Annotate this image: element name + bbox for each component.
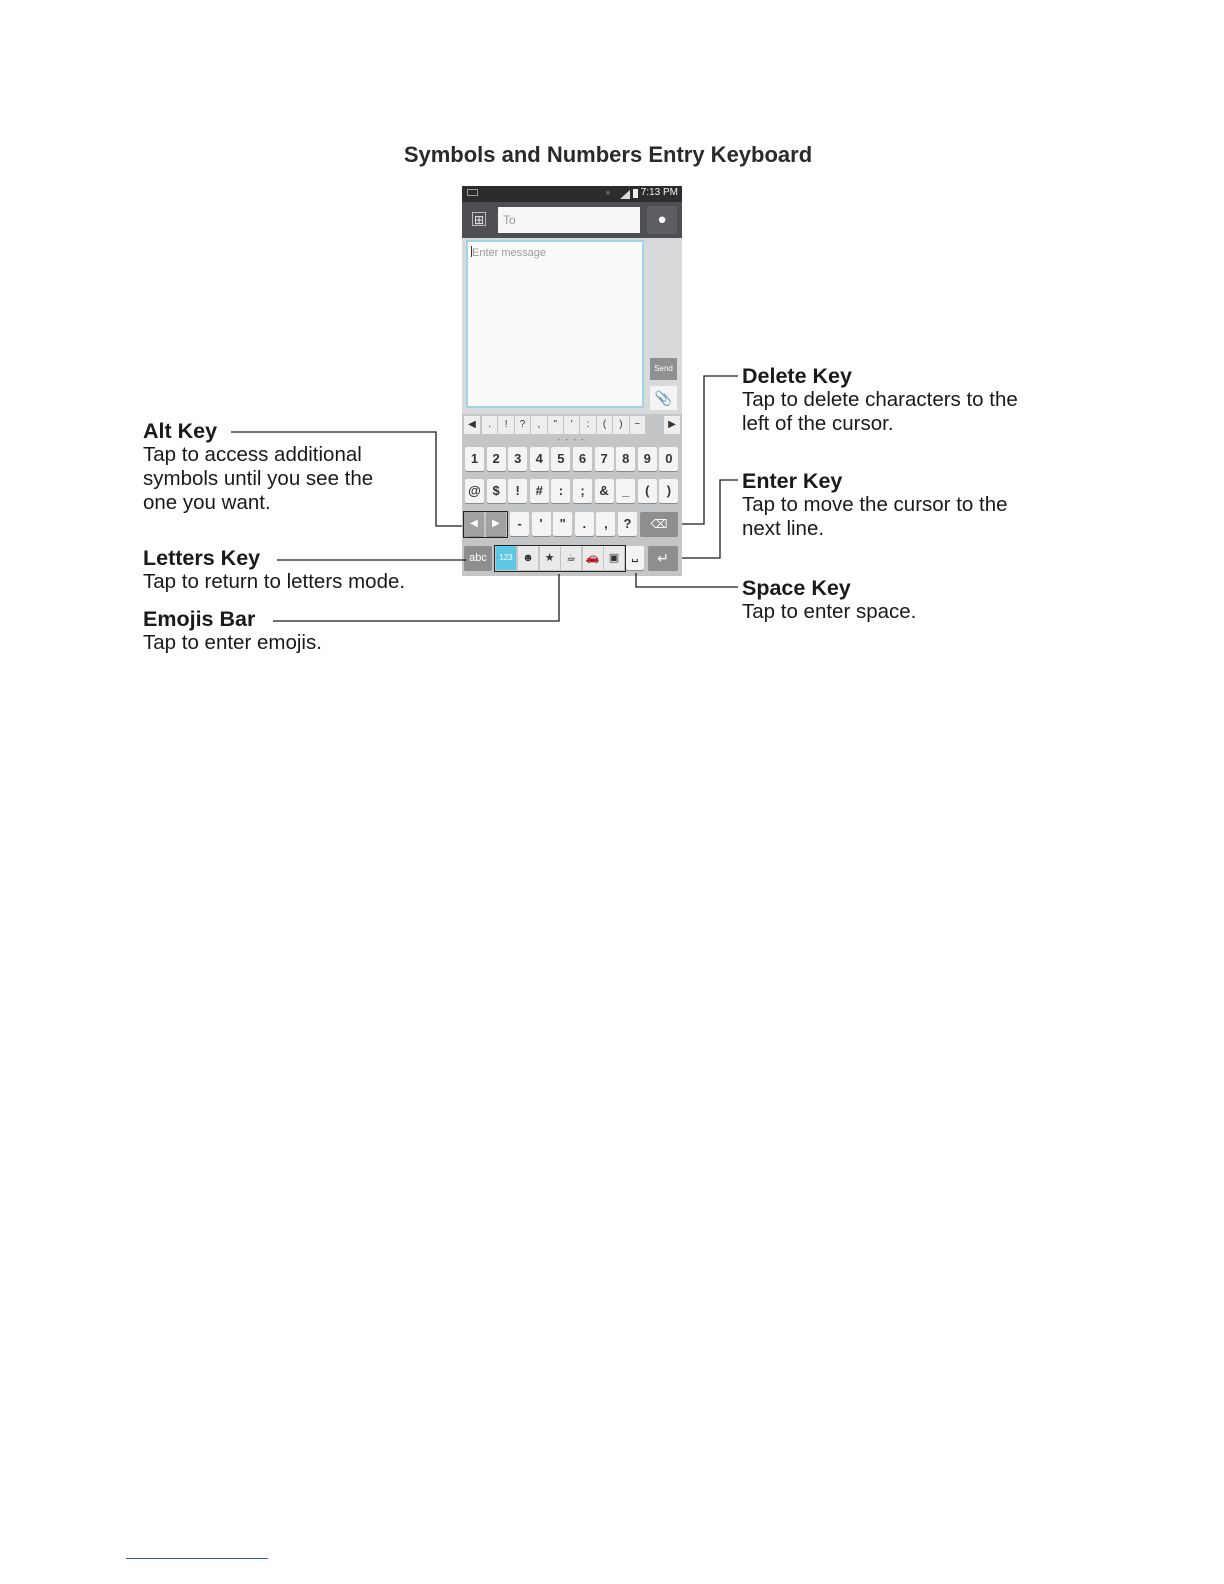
- space-key-desc-line: Tap to enter space.: [742, 600, 917, 623]
- star-icon[interactable]: ★: [540, 546, 560, 570]
- enter-key-callout: [742, 469, 1008, 541]
- symbol-key[interactable]: ~: [630, 416, 645, 434]
- key[interactable]: _: [616, 479, 635, 503]
- car-icon[interactable]: 🚗: [583, 546, 603, 570]
- emojis-bar-callout: [143, 607, 322, 655]
- footnote-rule: [126, 1558, 268, 1559]
- emoji-123-tab[interactable]: 123: [496, 546, 516, 570]
- key[interactable]: &: [595, 479, 614, 503]
- key[interactable]: !: [508, 479, 527, 503]
- symbol-scroll-right-icon[interactable]: ▶: [664, 416, 680, 434]
- delete-key-title: Delete Key: [742, 364, 852, 388]
- status-time: 7:13 PM: [640, 187, 678, 198]
- key[interactable]: -: [510, 512, 529, 536]
- key[interactable]: 5: [551, 447, 570, 471]
- key[interactable]: @: [465, 479, 484, 503]
- enter-key-desc-line: Tap to move the cursor to the: [742, 493, 1008, 516]
- key[interactable]: ?: [618, 512, 637, 536]
- emojis-bar-desc-line: Tap to enter emojis.: [143, 631, 322, 654]
- key[interactable]: ): [659, 479, 678, 503]
- alt-key-title: Alt Key: [143, 419, 218, 443]
- key[interactable]: .: [575, 512, 594, 536]
- space-key-callout: [742, 576, 916, 624]
- key[interactable]: 3: [508, 447, 527, 471]
- space-key-title: Space Key: [742, 576, 851, 600]
- symbol-icon[interactable]: ▣: [604, 546, 624, 570]
- symbol-key[interactable]: .: [482, 416, 497, 434]
- message-placeholder: Enter message: [472, 247, 546, 259]
- enter-key-leader: [682, 480, 738, 558]
- alt-left-key[interactable]: ◀: [464, 512, 484, 536]
- key[interactable]: ": [553, 512, 572, 536]
- paperclip-icon[interactable]: 📎: [650, 386, 677, 410]
- alt-right-key[interactable]: ▶: [486, 512, 506, 536]
- symbol-key[interactable]: ": [548, 416, 563, 434]
- figure-title: Symbols and Numbers Entry Keyboard: [403, 142, 813, 167]
- key[interactable]: 0: [659, 447, 678, 471]
- key[interactable]: 7: [595, 447, 614, 471]
- symbol-key[interactable]: ?: [515, 416, 530, 434]
- page-dots: • • • •: [558, 438, 586, 444]
- symbol-key[interactable]: :: [580, 416, 595, 434]
- contact-icon[interactable]: ●: [647, 206, 677, 234]
- delete-key-desc-line: Tap to delete characters to the: [742, 388, 1018, 411]
- key[interactable]: 2: [487, 447, 506, 471]
- symbol-key[interactable]: ): [613, 416, 628, 434]
- nfc-icon: »: [605, 188, 610, 197]
- symbol-key[interactable]: !: [498, 416, 513, 434]
- key[interactable]: #: [530, 479, 549, 503]
- key[interactable]: :: [551, 479, 570, 503]
- key[interactable]: 6: [573, 447, 592, 471]
- emojis-bar-title: Emojis Bar: [143, 607, 256, 631]
- key[interactable]: 8: [616, 447, 635, 471]
- symbol-key[interactable]: ': [564, 416, 579, 434]
- delete-key-callout: [742, 364, 1018, 436]
- key[interactable]: 1: [465, 447, 484, 471]
- alt-key-callout: [143, 419, 373, 515]
- send-button[interactable]: Send: [650, 358, 677, 380]
- alt-key-desc-line: symbols until you see the: [143, 467, 374, 490]
- abc-key[interactable]: abc: [464, 546, 492, 570]
- letters-key-callout: [143, 546, 405, 594]
- key[interactable]: ;: [573, 479, 592, 503]
- key[interactable]: 4: [530, 447, 549, 471]
- letters-key-title: Letters Key: [143, 546, 261, 570]
- enter-key-desc-line: next line.: [742, 517, 825, 540]
- smiley-icon[interactable]: ☻: [518, 546, 538, 570]
- key[interactable]: $: [487, 479, 506, 503]
- delete-key-desc-line: left of the cursor.: [742, 412, 894, 435]
- key[interactable]: ,: [596, 512, 615, 536]
- enter-key-title: Enter Key: [742, 469, 843, 493]
- cup-icon[interactable]: ☕: [561, 546, 581, 570]
- to-field[interactable]: To: [498, 207, 640, 233]
- key[interactable]: (: [638, 479, 657, 503]
- symbol-key[interactable]: (: [597, 416, 612, 434]
- key[interactable]: ': [532, 512, 551, 536]
- delete-key[interactable]: ⌫: [640, 512, 678, 536]
- symbol-scroll-left-icon[interactable]: ◀: [464, 416, 480, 434]
- delete-key-leader: [682, 376, 738, 524]
- alt-key-desc-line: one you want.: [143, 491, 271, 514]
- grid-icon[interactable]: ⊞: [473, 213, 485, 227]
- symbol-key[interactable]: ,: [531, 416, 546, 434]
- alt-key-desc-line: Tap to access additional: [143, 443, 362, 466]
- letters-key-desc-line: Tap to return to letters mode.: [143, 570, 406, 593]
- space-key-leader: [636, 573, 738, 587]
- enter-key[interactable]: ↵: [648, 546, 678, 570]
- space-key[interactable]: ␣: [626, 546, 644, 570]
- key[interactable]: 9: [638, 447, 657, 471]
